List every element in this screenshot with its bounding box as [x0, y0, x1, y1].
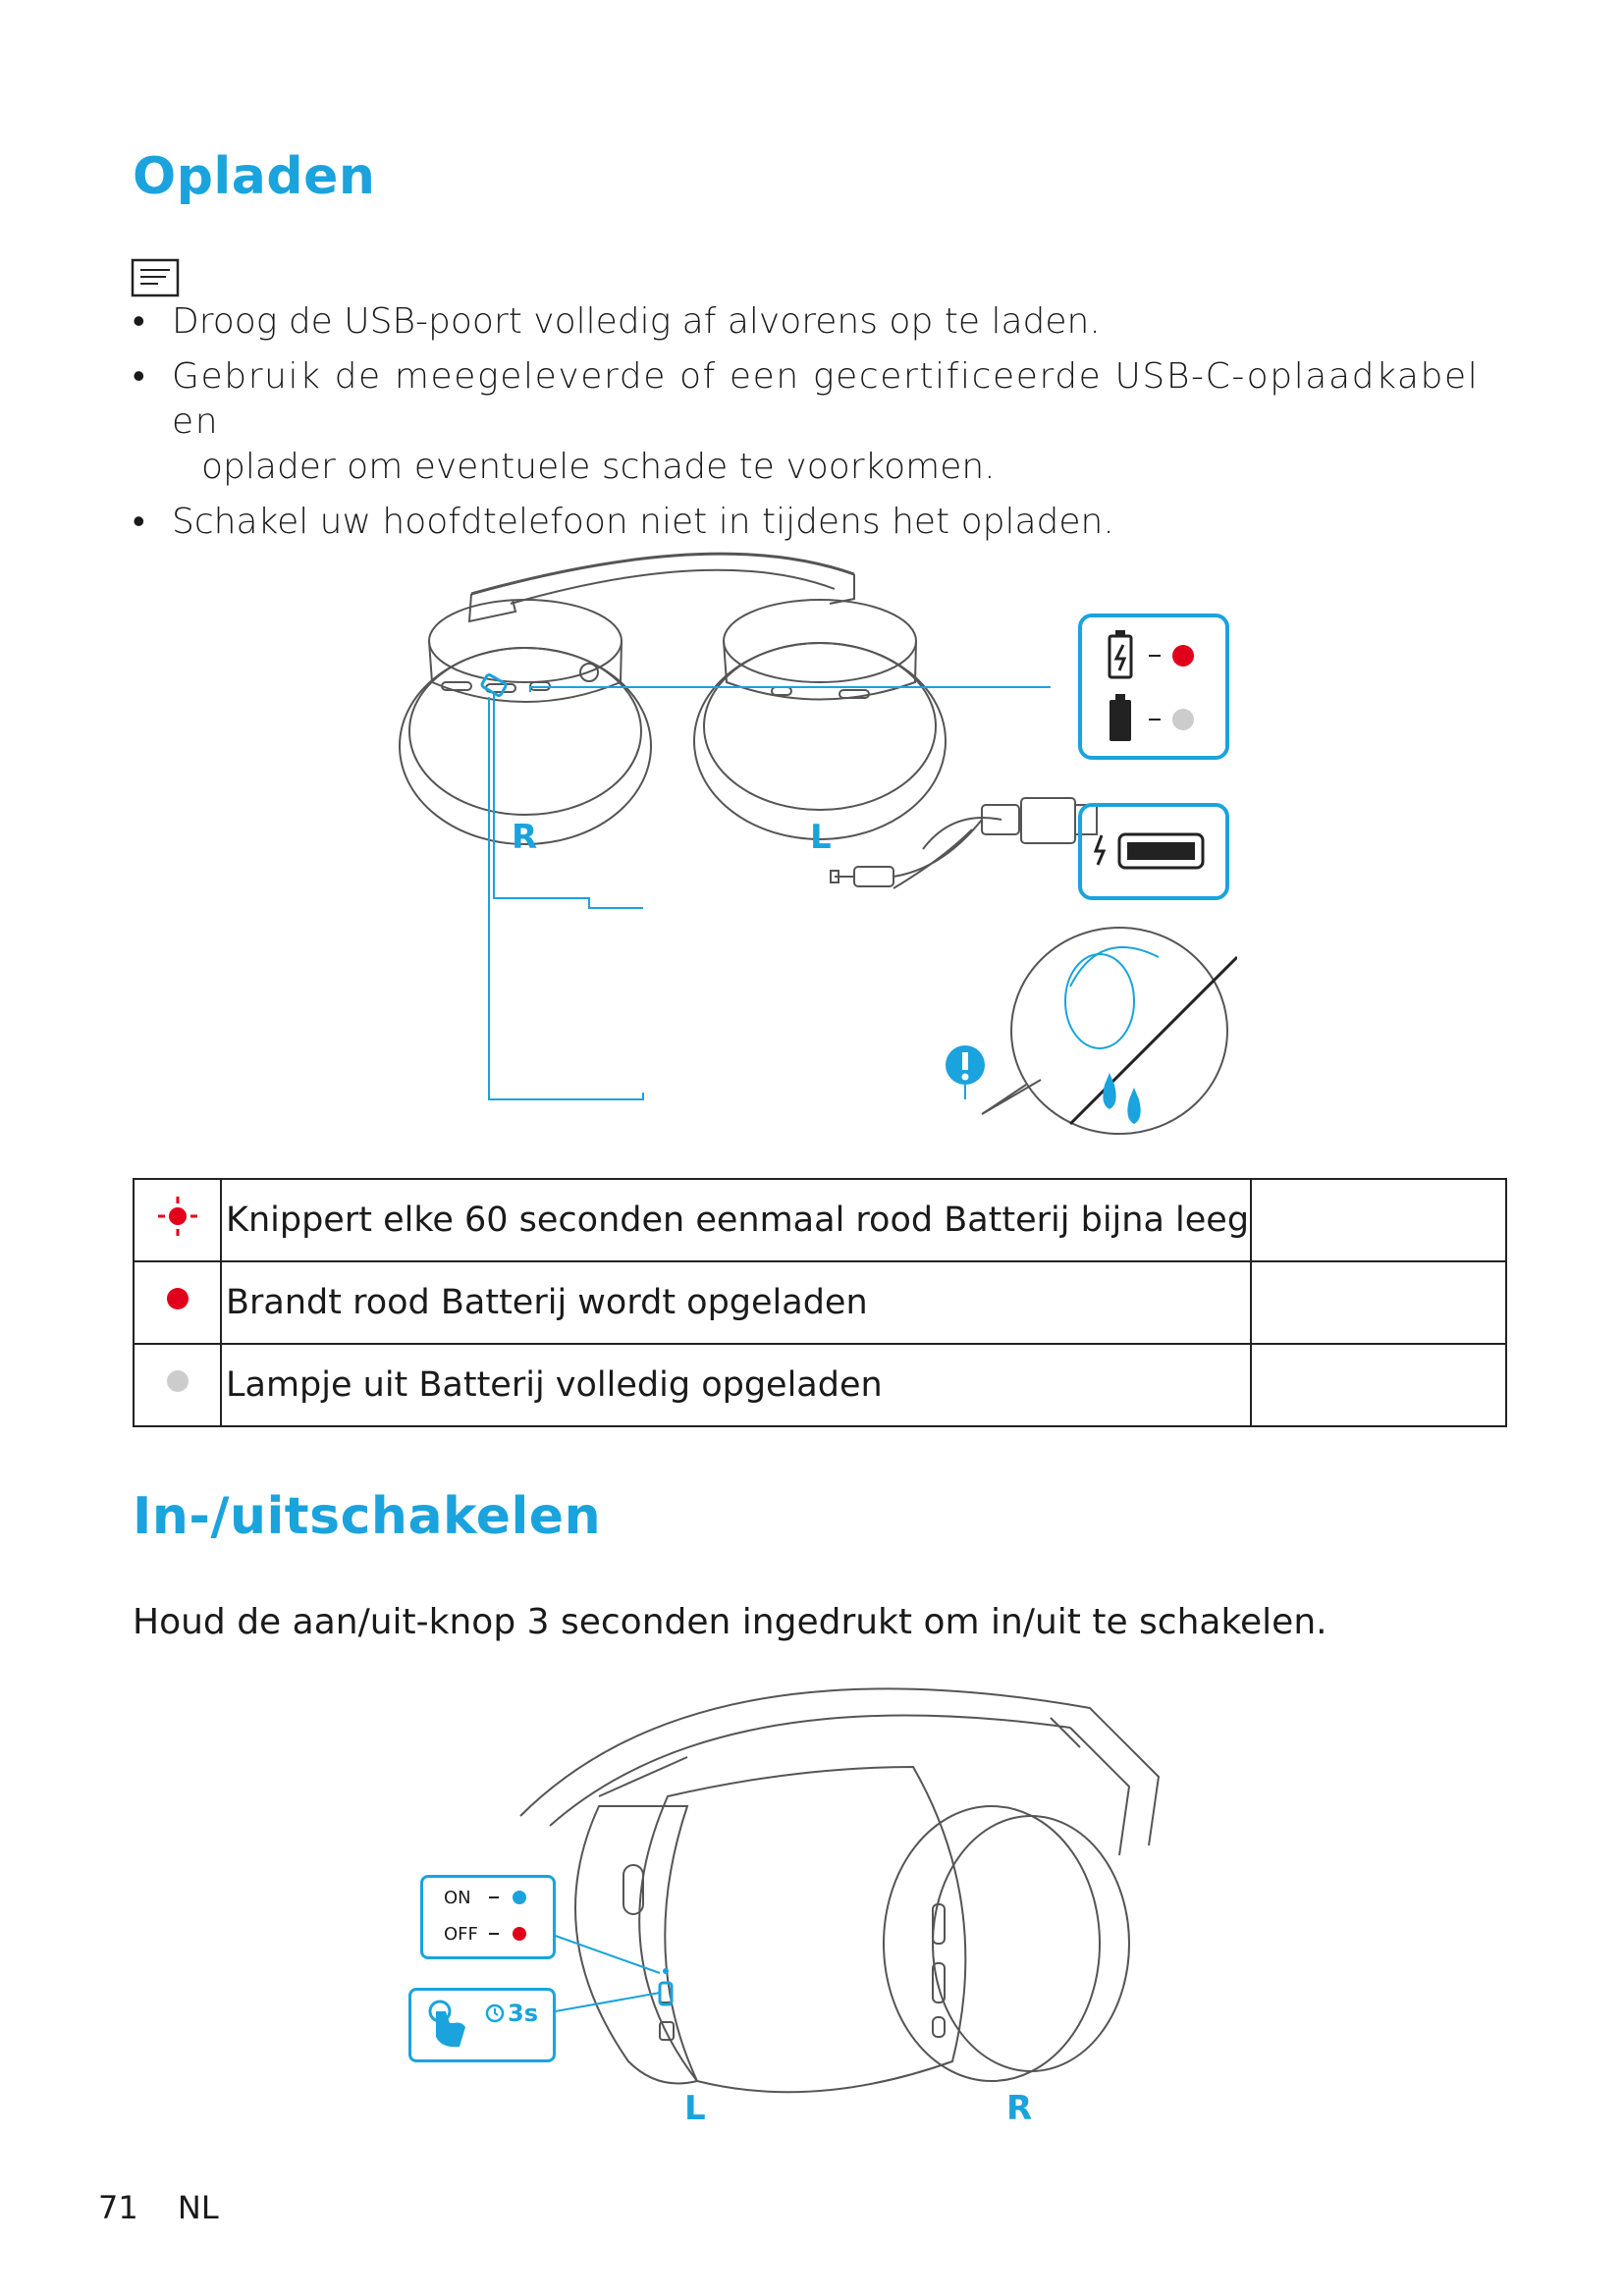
- led-desc: Lampje uit Batterij volledig opgeladen: [221, 1344, 1251, 1426]
- note-item: • Gebruik de meegeleverde of een gecertificeerde USB-C-oplaadkabel en oplader om eventuele schade te voorkomen.: [131, 354, 1505, 490]
- language-code: NL: [177, 2189, 219, 2226]
- led-status-table: [133, 1178, 1507, 1427]
- red-dot-icon: [134, 1261, 221, 1344]
- section-title-power: In-/uitschakelen: [133, 1487, 602, 1546]
- label-left-cup: L: [684, 2089, 706, 2128]
- label-left-cup: L: [810, 818, 832, 857]
- led-indicator-box: [420, 1875, 556, 1959]
- led-empty-cell: [1251, 1344, 1506, 1426]
- blue-dot-icon: [513, 1891, 526, 1904]
- page-number: 71: [98, 2189, 138, 2226]
- grey-dot-icon: [134, 1344, 221, 1426]
- clock-icon: [484, 2002, 506, 2024]
- hold-duration: 3s: [508, 2000, 538, 2027]
- table-row: [134, 1179, 1506, 1261]
- led-desc: Knippert elke 60 seconden eenmaal rood Batterij bijna leeg: [221, 1179, 1251, 1261]
- note-item: • Droog de USB-poort volledig af alvorens op te laden.: [131, 299, 1505, 345]
- off-label: OFF: [444, 1924, 478, 1945]
- label-right-cup: R: [512, 818, 538, 857]
- power-instruction: Houd de aan/uit-knop 3 seconden ingedrukt om in/uit te schakelen.: [133, 1602, 1327, 1642]
- red-blink-icon: [134, 1179, 221, 1261]
- on-label: ON: [444, 1888, 471, 1908]
- table-row: [134, 1344, 1506, 1426]
- section-title-charging: Opladen: [133, 147, 376, 206]
- note-icon: [131, 258, 180, 297]
- table-row: [134, 1261, 1506, 1344]
- led-empty-cell: [1251, 1261, 1506, 1344]
- red-dot-icon: [513, 1927, 526, 1941]
- led-desc: Brandt rood Batterij wordt opgeladen: [221, 1261, 1251, 1344]
- off-dash: [489, 1933, 499, 1935]
- label-right-cup: R: [1006, 2089, 1033, 2128]
- note-item: • Schakel uw hoofdtelefoon niet in tijdens het opladen.: [131, 500, 1505, 545]
- page-footer: [98, 2189, 248, 2226]
- finger-press-icon: [422, 1998, 481, 2052]
- charging-notes: [131, 299, 1505, 555]
- led-empty-cell: [1251, 1179, 1506, 1261]
- on-dash: [489, 1896, 499, 1898]
